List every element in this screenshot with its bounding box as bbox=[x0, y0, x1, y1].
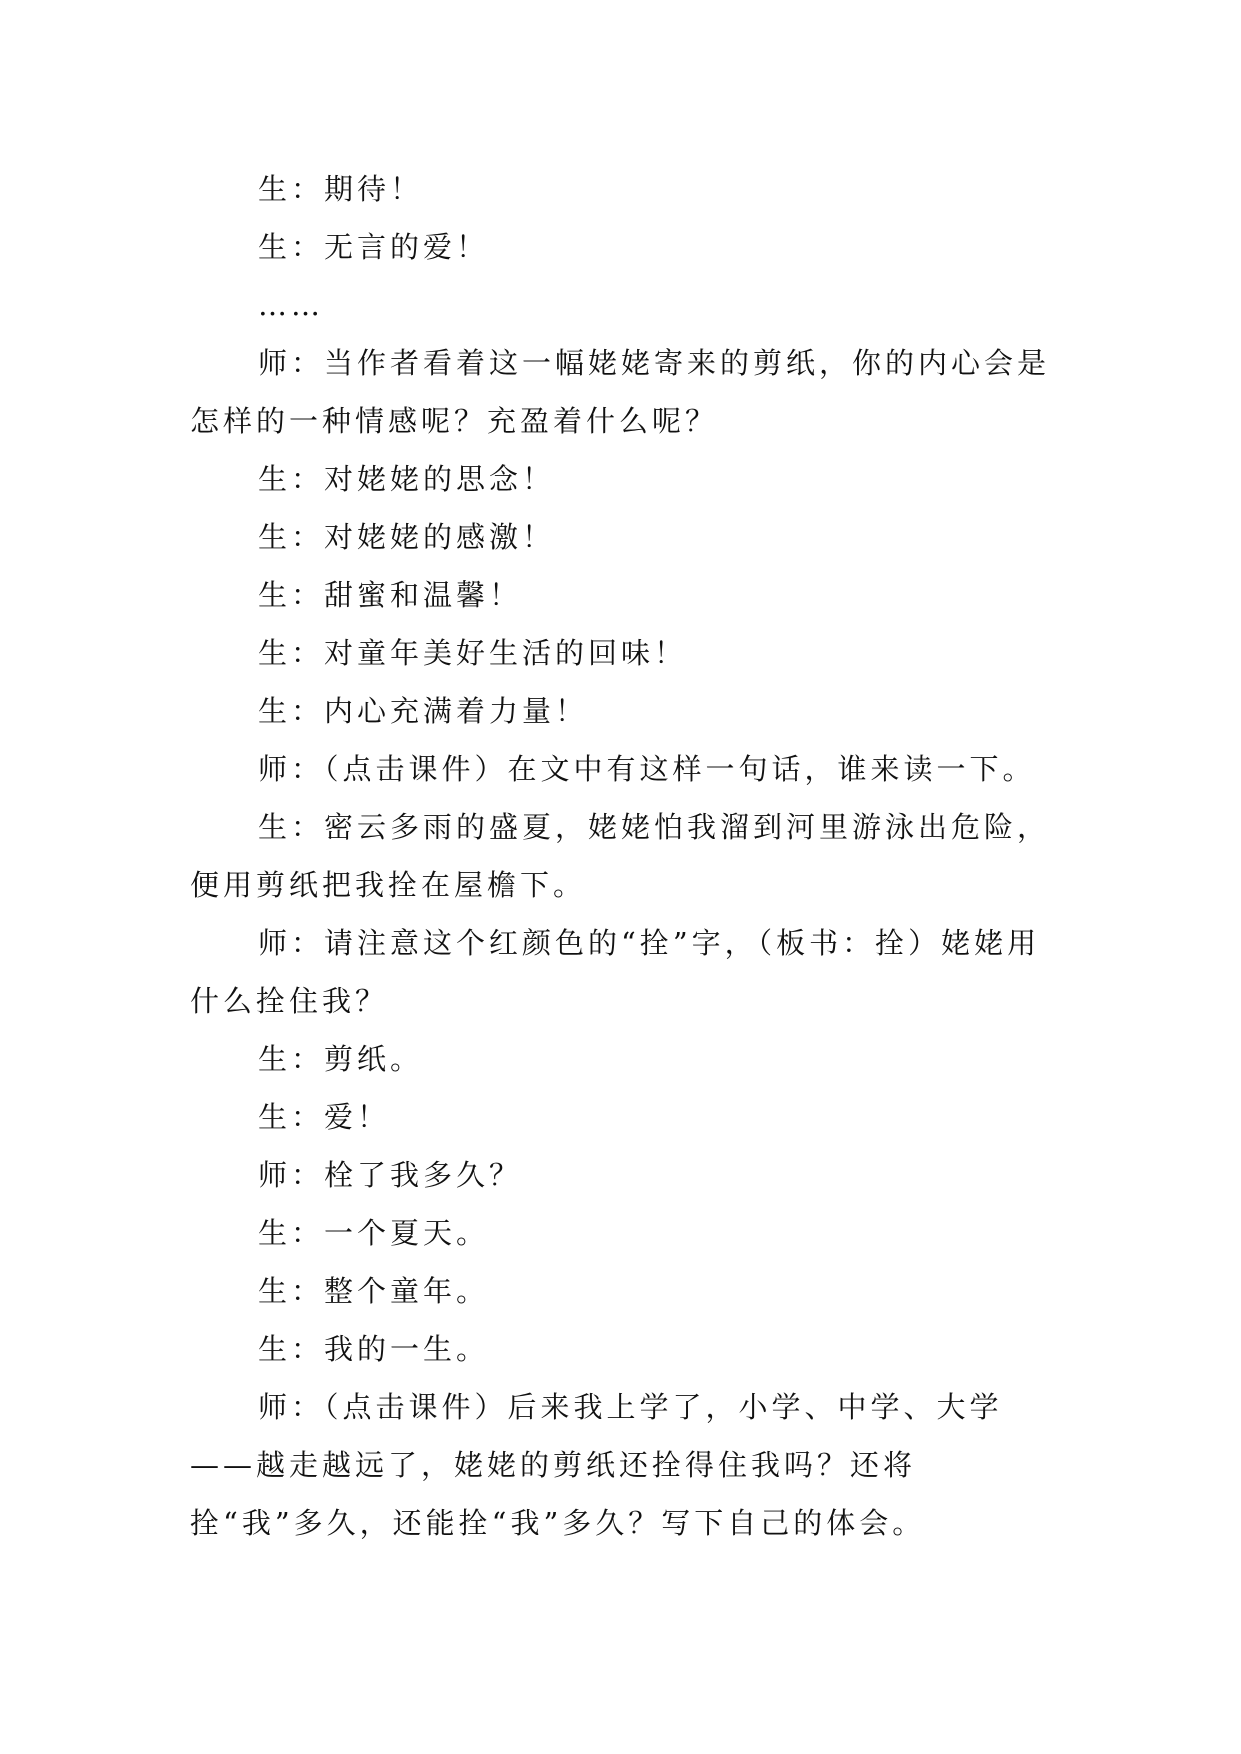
paragraph: 生：爱！ bbox=[258, 1100, 391, 1134]
paragraph: 师：（点击课件）在文中有这样一句话，谁来读一下。 bbox=[258, 752, 1036, 786]
paragraph: 生：对姥姥的感激！ bbox=[258, 520, 556, 554]
paragraph: 师：栓了我多久？ bbox=[258, 1158, 523, 1192]
paragraph: 生：整个童年。 bbox=[258, 1274, 490, 1308]
paragraph: 生：一个夏天。 bbox=[258, 1216, 490, 1250]
paragraph: 生：密云多雨的盛夏，姥姥怕我溜到河里游泳出危险，便用剪纸把我拴在屋檐下。 bbox=[190, 810, 1051, 902]
paragraph: 师：（点击课件）后来我上学了，小学、中学、大学——越走越远了，姥姥的剪纸还拴得住我吗？还将拴“我”多久，还能拴“我”多久？写下自己的体会。 bbox=[190, 1390, 1003, 1540]
paragraph: 生：期待！ bbox=[258, 172, 424, 206]
paragraph: 师：当作者看着这一幅姥姥寄来的剪纸，你的内心会是怎样的一种情感呢？充盈着什么呢？ bbox=[190, 346, 1051, 438]
paragraph: 生：我的一生。 bbox=[258, 1332, 490, 1366]
paragraph: 师：请注意这个红颜色的“拴”字，（板书：拴）姥姥用什么拴住我？ bbox=[190, 926, 1041, 1018]
dialogue-text bbox=[190, 160, 1050, 1552]
paragraph: 生：无言的爱！ bbox=[258, 230, 490, 264]
paragraph: 生：剪纸。 bbox=[258, 1042, 424, 1076]
paragraph: 生：对姥姥的思念！ bbox=[258, 462, 556, 496]
paragraph: 生：甜蜜和温馨！ bbox=[258, 578, 523, 612]
paragraph: 生：内心充满着力量！ bbox=[258, 694, 589, 728]
paragraph: 生：对童年美好生活的回味！ bbox=[258, 636, 688, 670]
paragraph: …… bbox=[258, 288, 324, 322]
